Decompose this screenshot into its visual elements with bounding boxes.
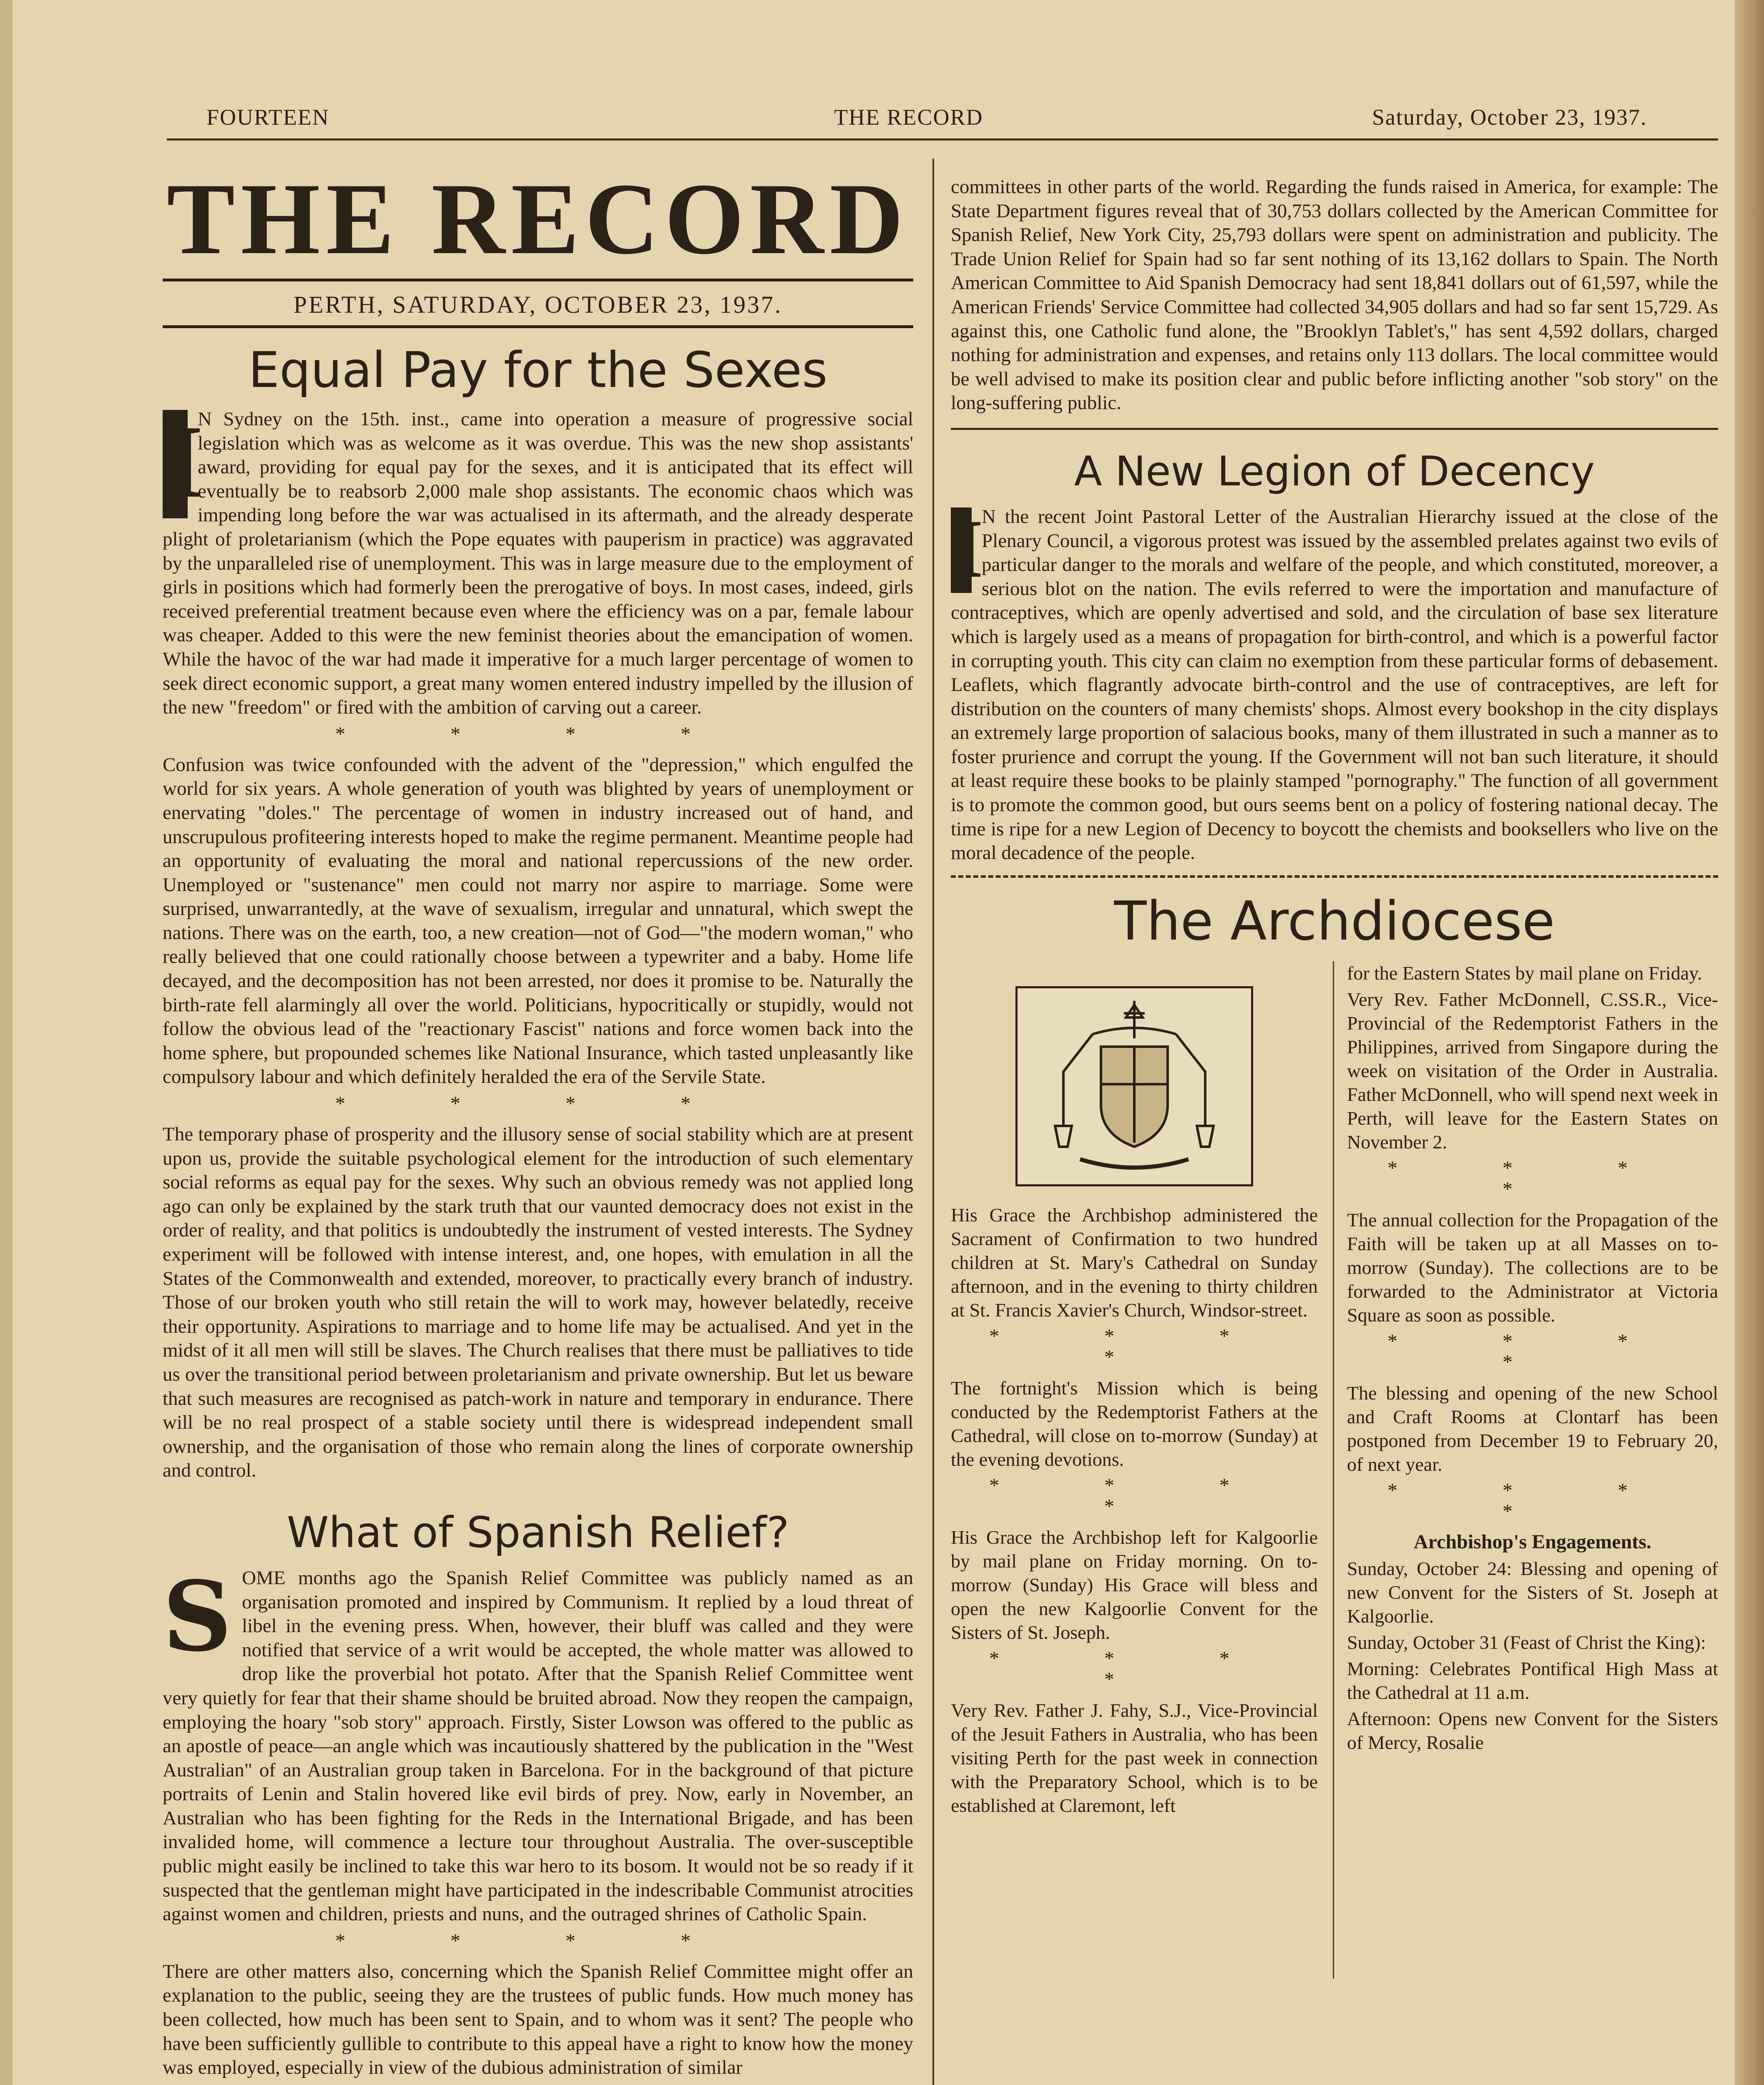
section-rule	[951, 428, 1718, 430]
masthead-rule	[163, 279, 913, 281]
engagement-item: Sunday, October 24: Blessing and opening of new Convent for the Sisters of St. Joseph at Kalgoorlie.	[1347, 1557, 1718, 1627]
archdiocese-item: Very Rev. Father J. Fahy, S.J., Vice-Provincial of the Jesuit Fathers in Australia, who has been visiting Perth for the past week in connection with the Preparatory School, which is to be established at Claremont, left	[951, 1699, 1318, 1816]
header-rule	[167, 138, 1718, 141]
equal-pay-article	[163, 404, 913, 1483]
section-stars: * * * *	[335, 1093, 741, 1115]
article-paragraph: N Sydney on the 15th. inst., came into operation a measure of progressive social legislation which was as welcome as it was overdue. This was the new shop assistants' award, providing for equal pay for the sexes, and it is anticipated that its effect will eventually be to reabsorb 2,000 male shop assistants. The economic chaos which was impending long before the war was actualised in its aftermath, and the already desperate plight of proletarianism (which the Pope equates with pauperism in practice) was aggravated by the unparalleled rise of unemployment. This was in large measure due to the employment of girls in positions which had formerly been the prerogative of boys. In most cases, indeed, girls received preferential treatment because even where the efficiency was on a par, female labour was cheaper. Added to this were the new feminist theories about the emancipation of women. While the havoc of the war had made it imperative for a much larger percentage of women to seek direct economic support, a great many women entered industry impelled by the illusion of the new "freedom" or fired with the ambition of carving out a career.	[163, 408, 913, 718]
archdiocese-heading: The Archdiocese	[1114, 890, 1555, 952]
engagement-item: Afternoon: Opens new Convent for the Sisters of Mercy, Rosalie	[1347, 1708, 1718, 1753]
masthead-rule-2	[163, 325, 913, 328]
archdiocese-left	[951, 961, 1318, 1820]
section-stars: * * * *	[1387, 1157, 1678, 1200]
section-stars: * * * *	[1387, 1330, 1678, 1373]
spanish-relief-heading: What of Spanish Relief?	[286, 1507, 789, 1557]
archdiocese-item: The blessing and opening of the new School and Craft Rooms at Clontarf has been postponed from December 19 to February 20, of next year.	[1347, 1382, 1718, 1475]
subcolumn-divider	[1333, 961, 1334, 1979]
article-paragraph: Confusion was twice confounded with the advent of the "depression," which engulfed the world for six years. A whole generation of youth was blighted by years of unemployment or enervating "doles." The percentage of women in industry increased out of hand, and unscrupulous profiteering interests hoped to make the regime permanent. Meantime people had an opportunity of evaluating the moral and national repercussions of the new order. Unemployed or "sustenance" men could not marry nor aspire to marriage. Some were surprised, unwarrantedly, at the wave of sexualism, irregular and unnatural, which swept the nations. There was on the earth, too, a new creation—not of God—"the modern woman," who really believed that one could rationally choose between a typewriter and a baby. Home life decayed, and the decomposition has not been arrested, nor does it promise to be. Naturally the birth-rate fell alarmingly all over the world. Politicians, hypocritically or stupidly, would not follow the obvious lead of the "reactionary Fascist" nations and force women back into the home sphere, but propounded schemes like National Insurance, which tasted unpleasantly like compulsory labour and which definitely heralded the era of the Servile State.	[163, 754, 913, 1088]
page-number: FOURTEEN	[206, 105, 329, 130]
archdiocese-item: His Grace the Archbishop administered the Sacrament of Confirmation to two hundred children at St. Mary's Cathedral on Sunday afternoon, and in the evening to thirty children at St. Francis Xavier's Church, Windsor-street.	[951, 1204, 1318, 1321]
right-column	[951, 175, 1718, 1979]
equal-pay-heading: Equal Pay for the Sexes	[248, 341, 828, 399]
spanish-relief-article	[163, 1560, 913, 2080]
archdiocese-item: His Grace the Archbishop left for Kalgoorlie by mail plane on Friday morning. On to-morrow (Sunday) His Grace will bless and open the new Kalgoorlie Convent for the Sisters of St. Joseph.	[951, 1526, 1318, 1643]
engagement-item: Morning: Celebrates Pontifical High Mass at the Cathedral at 11 a.m.	[1347, 1658, 1718, 1703]
article-paragraph: OME months ago the Spanish Relief Committee was publicly named as an organisation promoted and inspired by Communism. It replied by a loud threat of libel in the evening press. When, however, their bluff was called and they were notified that service of a writ would be accepted, the whole matter was allowed to drop like the proverbial hot potato. After that the Spanish Relief Committee went very quietly for fear that their shame should be bruited abroad. Now they reopen the campaign, employing the hoary "sob story" approach. Firstly, Sister Lowson was offered to the public as an apostle of peace—an angle which was incautiously shattered by the publication in the "West Australian" of an Australian group taken in Barcelona. For in the background of that picture portraits of Lenin and Stalin hovered like evil birds of prey. Now, early in November, an Australian who has been fighting for the Reds in the International Brigade, and has been invalided home, will commence a lecture tour throughout Australia. The over-susceptible public might easily be inclined to take this war hero to its bosom. It would not be so ready if it suspected that the gentleman might have participated in the indescribable Communist atrocities against women and children, priests and nuns, and the outraged shrines of Catholic Spain.	[163, 1567, 913, 1925]
archdiocese-item: The annual collection for the Propagation of the Faith will be taken up at all Masses on to-morrow (Sunday). The collections are to be forwarded to the Administrator at Victoria Square as soon as possible.	[1347, 1209, 1718, 1326]
section-rule	[951, 875, 1718, 878]
archdiocese-item: for the Eastern States by mail plane on Friday.	[1347, 962, 1702, 984]
section-stars: * * * *	[989, 1647, 1279, 1691]
running-date: Saturday, October 23, 1937.	[1372, 105, 1647, 130]
column-divider	[932, 158, 934, 2085]
section-stars: * * * *	[335, 1929, 741, 1952]
section-stars: * * * *	[989, 1325, 1279, 1368]
dateline: PERTH, SATURDAY, OCTOBER 23, 1937.	[293, 291, 783, 318]
masthead-title: THE RECORD	[166, 162, 910, 275]
article-paragraph: N the recent Joint Pastoral Letter of the Australian Hierarchy issued at the close of the Plenary Council, a vigorous protest was issued by the assembled prelates against two evils of particular danger to the morals and welfare of the people, and which constituted, moreover, a serious blot on the nation. The evils referred to were the importation and manufacture of contraceptives, which are openly advertised and sold, and the circulation of base sex literature which is largely used as a means of propagation for birth-control, and which is a powerful factor in corrupting youth. This city can claim no exemption from these particular forms of debasement. Leaflets, which flagrantly advocate birth-control and the use of contraceptives, are left for distribution on the counters of many chemists' shops. Almost every bookshop in the city displays an extremely large proportion of salacious books, many of them illustrated in such a manner as to foster prurience and corrupt the young. If the Government will not ban such literature, it should at least require these books to be plainly stamped "pornography." The function of all government is to promote the common good, but ours seems bent on a policy of fostering national decay. The time is ripe for a new Legion of Decency to boycott the chemists and booksellers who live on the moral decadence of the people.	[951, 505, 1718, 864]
section-stars: * * * *	[1387, 1479, 1678, 1522]
page-edge-left	[0, 0, 13, 2085]
page-edge-right	[1735, 0, 1764, 2085]
article-paragraph: There are other matters also, concerning which the Spanish Relief Committee might offer an explanation to the public, seeing they are the trustees of public funds. How much money has been collected, how much has been sent to Spain, and to whom was it sent? The people who have been sufficiently gullible to contribute to this appeal have a right to know how the money was employed, especially in view of the dubious administration of similar	[163, 1960, 913, 2079]
running-title: THE RECORD	[834, 105, 983, 130]
section-stars: * * * *	[989, 1474, 1279, 1517]
drop-cap: I	[163, 404, 204, 520]
archdiocese-item: Very Rev. Father McDonnell, C.SS.R., Vice-Provincial of the Redemptorist Fathers in the Philippines, arrived from Singapore during the week on visitation of the Order in Australia. Father McDonnell, who will spend next week in Perth, will leave for the Eastern States on November 2.	[1347, 988, 1718, 1153]
legion-heading: A New Legion of Decency	[1074, 447, 1595, 495]
drop-cap: I	[951, 502, 983, 595]
drop-cap: S	[163, 1560, 232, 1673]
section-stars: * * * *	[335, 723, 741, 745]
archdiocese-right	[1347, 961, 1718, 1757]
engagements-title: Archbishop's Engagements.	[1414, 1530, 1651, 1553]
left-column	[163, 158, 913, 2082]
archdiocese-item: The fortnight's Mission which is being conducted by the Redemptorist Fathers at the Cathedral, will close on to-morrow (Sunday) at the evening devotions.	[951, 1377, 1318, 1470]
article-paragraph: committees in other parts of the world. Regarding the funds raised in America, for example: The State Department figures reveal that of 30,753 dollars collected by the American Committee for Spanish Relief, New York City, 25,793 dollars were spent on administration and publicity. The Trade Union Relief for Spain had so far sent nothing of its 13,162 dollars to Spain. The North American Committee to Aid Spanish Democracy had sent 18,841 dollars out of 61,597, while the American Friends' Service Committee had collected 34,905 dollars and had so far sent 15,729. As against this, one Catholic fund alone, the "Brooklyn Tablet's," has sent 4,592 dollars, charged nothing for administration and expenses, and retains only 113 dollars. The local committee would be well advised to make its position clear and public before inflicting another "sob story" on the long-suffering public.	[951, 176, 1718, 414]
archdiocese-section	[951, 961, 1718, 1979]
engagement-item: Sunday, October 31 (Feast of Christ the King):	[1347, 1631, 1706, 1653]
article-paragraph: The temporary phase of prosperity and the illusory sense of social stability which are at present upon us, provide the suitable psychological element for the introduction of such elementary social reforms as equal pay for the sexes. Why such an obvious remedy was not applied long ago can only be explained by the stark truth that our vaunted democracy does not exist in the order of reality, and that politics is undoubtedly the instrument of vested interests. The Sydney experiment will be followed with intense interest, and, one hopes, with emulation in all the States of the Commonwealth and extended, moreover, to practically every branch of industry. Those of our broken youth who still retain the will to work may, however belatedly, receive their opportunity. Aspirations to marriage and to home life may be actualised. And yet in the midst of it all men will still be slaves. The Church realises that there must be palliatives to tide us over the transitional period between proletarianism and private ownership. But let us beware that such measures are recognised as patch-work in nature and temporary in endurance. There will be no real prospect of a stable society until there is widespread independent small ownership, and the organisation of those who remain along the lines of corporate ownership and control.	[163, 1123, 913, 1482]
legion-article	[951, 502, 1718, 865]
coat-of-arms-image	[1015, 986, 1253, 1186]
